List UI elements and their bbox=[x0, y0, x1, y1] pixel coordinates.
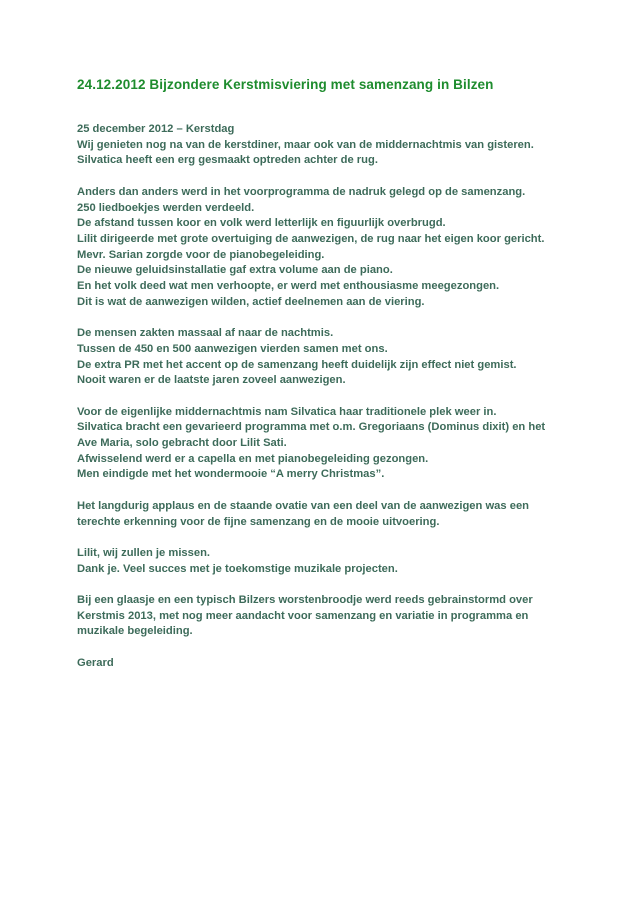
text-line: Het langdurig applaus en de staande ovatie van een deel van de aanwezigen was een bbox=[77, 499, 529, 512]
text-line: Silvatica heeft een erg gesmaakt optreden achter de rug. bbox=[77, 154, 378, 167]
text-line: De nieuwe geluidsinstallatie gaf extra volume aan de piano. bbox=[77, 264, 393, 277]
text-line: De afstand tussen koor en volk werd letterlijk en figuurlijk overbrugd. bbox=[77, 217, 446, 230]
text-line: Gerard bbox=[77, 656, 114, 669]
text-line: Tussen de 450 en 500 aanwezigen vierden samen met ons. bbox=[77, 342, 388, 355]
paragraph bbox=[77, 593, 597, 640]
text-line: Afwisselend werd er a capella en met pianobegeleiding gezongen. bbox=[77, 452, 429, 465]
text-line: Lilit, wij zullen je missen. bbox=[77, 546, 211, 559]
text-line: Wij genieten nog na van de kerstdiner, maar ook van de middernachtmis van gisteren. bbox=[77, 138, 534, 151]
document-body bbox=[77, 122, 597, 687]
text-line: Dank je. Veel succes met je toekomstige muzikale projecten. bbox=[77, 562, 398, 575]
paragraph bbox=[77, 405, 597, 484]
text-line: Ave Maria, solo gebracht door Lilit Sati. bbox=[77, 437, 287, 450]
text-line: Bij een glaasje en een typisch Bilzers worstenbroodje werd reeds gebrainstormd over bbox=[77, 594, 533, 606]
paragraph bbox=[77, 499, 597, 530]
text-line: Silvatica bracht een gevarieerd programma met o.m. Gregoriaans (Dominus dixit) en het bbox=[77, 421, 546, 434]
paragraph bbox=[77, 546, 597, 577]
paragraph bbox=[77, 326, 597, 389]
text-line: De mensen zakten massaal af naar de nachtmis. bbox=[77, 327, 334, 340]
text-line: De extra PR met het accent op de samenzang heeft duidelijk zijn effect niet gemist. bbox=[77, 358, 517, 371]
paragraph bbox=[77, 656, 597, 672]
text-line: muzikale begeleiding. bbox=[77, 625, 193, 638]
paragraph bbox=[77, 122, 597, 169]
text-line: 25 december 2012 – Kerstdag bbox=[77, 123, 235, 135]
text-line: 250 liedboekjes werden verdeeld. bbox=[77, 201, 255, 214]
text-line: Nooit waren er de laatste jaren zoveel aanwezigen. bbox=[77, 374, 346, 387]
text-line: En het volk deed wat men verhoopte, er werd met enthousiasme meegezongen. bbox=[77, 280, 500, 293]
text-line: Dit is wat de aanwezigen wilden, actief deelnemen aan de viering. bbox=[77, 295, 425, 308]
text-line: Voor de eigenlijke middernachtmis nam Silvatica haar traditionele plek weer in. bbox=[77, 405, 497, 418]
text-line: Lilit dirigeerde met grote overtuiging de aanwezigen, de rug naar het eigen koor gericht. bbox=[77, 232, 545, 245]
text-line: Mevr. Sarian zorgde voor de pianobegeleiding. bbox=[77, 248, 325, 261]
document-title: 24.12.2012 Bijzondere Kerstmisviering met samenzang in Bilzen bbox=[77, 77, 494, 92]
text-line: Anders dan anders werd in het voorprogramma de nadruk gelegd op de samenzang. bbox=[77, 185, 526, 198]
text-line: Men eindigde met het wondermooie “A merry Christmas”. bbox=[77, 468, 385, 481]
text-line: terechte erkenning voor de fijne samenzang en de mooie uitvoering. bbox=[77, 515, 440, 528]
paragraph bbox=[77, 185, 597, 311]
text-line: Kerstmis 2013, met nog meer aandacht voor samenzang en variatie in programma en bbox=[77, 609, 529, 622]
